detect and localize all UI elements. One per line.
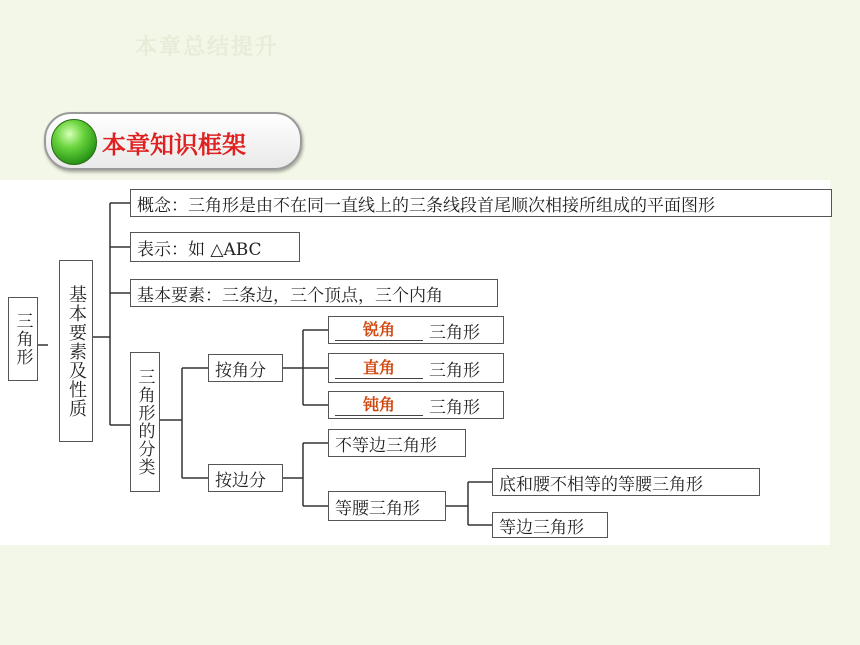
basic-properties-node: 基本要素及性质: [59, 260, 93, 442]
scalene-node: 不等边三角形: [328, 429, 466, 457]
top-banner: [0, 0, 860, 100]
equilateral-node: 等边三角形: [492, 512, 608, 538]
knowledge-tree: [0, 180, 830, 545]
acute-answer: 锐角: [335, 320, 423, 341]
obtuse-suffix: 三角形: [429, 397, 480, 418]
right-answer: 直角: [335, 358, 423, 379]
green-ball-icon: [51, 119, 97, 165]
acute-suffix: 三角形: [429, 322, 480, 343]
obtuse-triangle-node: [328, 391, 504, 419]
root-triangle-node: 三角形: [8, 297, 38, 381]
by-angle-node: 按角分: [208, 354, 283, 382]
obtuse-answer: 钝角: [335, 395, 423, 416]
concept-node: 概念：三角形是由不在同一直线上的三条线段首尾顺次相接所组成的平面图形: [130, 189, 832, 217]
notation-node: 表示：如 △ABC: [130, 232, 300, 262]
isosceles-non-equilateral-node: 底和腰不相等的等腰三角形: [492, 468, 760, 496]
classification-node: 三角形的分类: [130, 352, 160, 492]
right-triangle-node: [328, 353, 504, 383]
by-side-node: 按边分: [208, 464, 283, 492]
section-heading: [44, 112, 302, 170]
acute-triangle-node: [328, 316, 504, 344]
section-title: 本章知识框架: [102, 131, 246, 159]
right-suffix: 三角形: [429, 360, 480, 381]
isosceles-node: 等腰三角形: [328, 491, 446, 521]
chapter-summary-title: 本章总结提升: [135, 35, 280, 60]
basic-elements-node: 基本要素：三条边，三个顶点，三个内角: [130, 279, 498, 307]
